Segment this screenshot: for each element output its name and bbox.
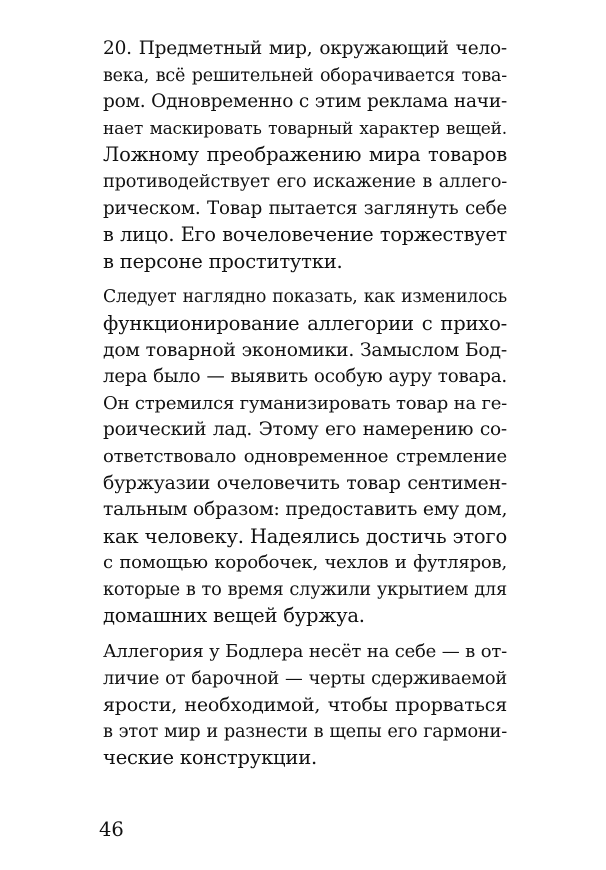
text-line: личие от барочной — черты сдерживаемой <box>103 668 507 689</box>
text-line: нает маскировать товарный характер вещей. <box>103 118 507 139</box>
text-line: в персоне проститутки. <box>103 249 343 273</box>
text-line: которые в то время служили укрытием для <box>103 579 507 600</box>
text-line: Ложному преображению мира товаров <box>103 143 507 167</box>
text-line: рическом. Товар пытается заглянуть себе <box>103 197 507 219</box>
page-number: 46 <box>99 818 124 841</box>
text-line: ром. Одновременно с этим реклама начи- <box>103 91 507 113</box>
text-line: в лицо. Его вочеловечение торжествует <box>103 223 507 247</box>
paragraph-1 <box>103 36 507 275</box>
text-line: века, всё решительней оборачивается това- <box>103 65 507 86</box>
text-line: в этот мир и разнести в щепы его гармони- <box>103 721 507 742</box>
text-line: как человеку. Надеялись достичь этого <box>103 524 507 548</box>
text-line: 20. Предметный мир, окружающий чело- <box>103 38 507 59</box>
text-line: роический лад. Этому его намерению со- <box>103 419 507 441</box>
text-line: тальным образом: предоставить ему дом, <box>103 499 508 521</box>
text-line: ярости, необходимой, чтобы прорваться <box>103 694 507 717</box>
text-line: Он стремился гуманизировать товар на ге- <box>103 392 508 414</box>
text-line: с помощью коробочек, чехлов и футляров, <box>103 552 507 574</box>
text-line: лера было — выявить особую ауру товара. <box>103 366 507 388</box>
paragraph-2 <box>103 284 507 630</box>
text-block <box>103 36 507 772</box>
text-line: противодействует его искажение в аллего- <box>103 171 507 192</box>
paragraph-3 <box>103 639 507 772</box>
text-line: домашних вещей буржуа. <box>103 604 365 628</box>
text-line: дом товарной экономики. Замыслом Бод- <box>103 339 507 361</box>
text-line: функционирование аллегории с прихо- <box>103 311 507 335</box>
text-line: Аллегория у Бодлера несёт на себе — в от- <box>103 641 507 663</box>
text-line: Следует наглядно показать, как изменилось <box>103 287 507 308</box>
text-line: буржуазии очеловечить товар сентимен- <box>103 472 507 494</box>
text-line: ответствовало одновременное стремление <box>103 445 507 467</box>
text-line: ческие конструкции. <box>103 746 317 770</box>
